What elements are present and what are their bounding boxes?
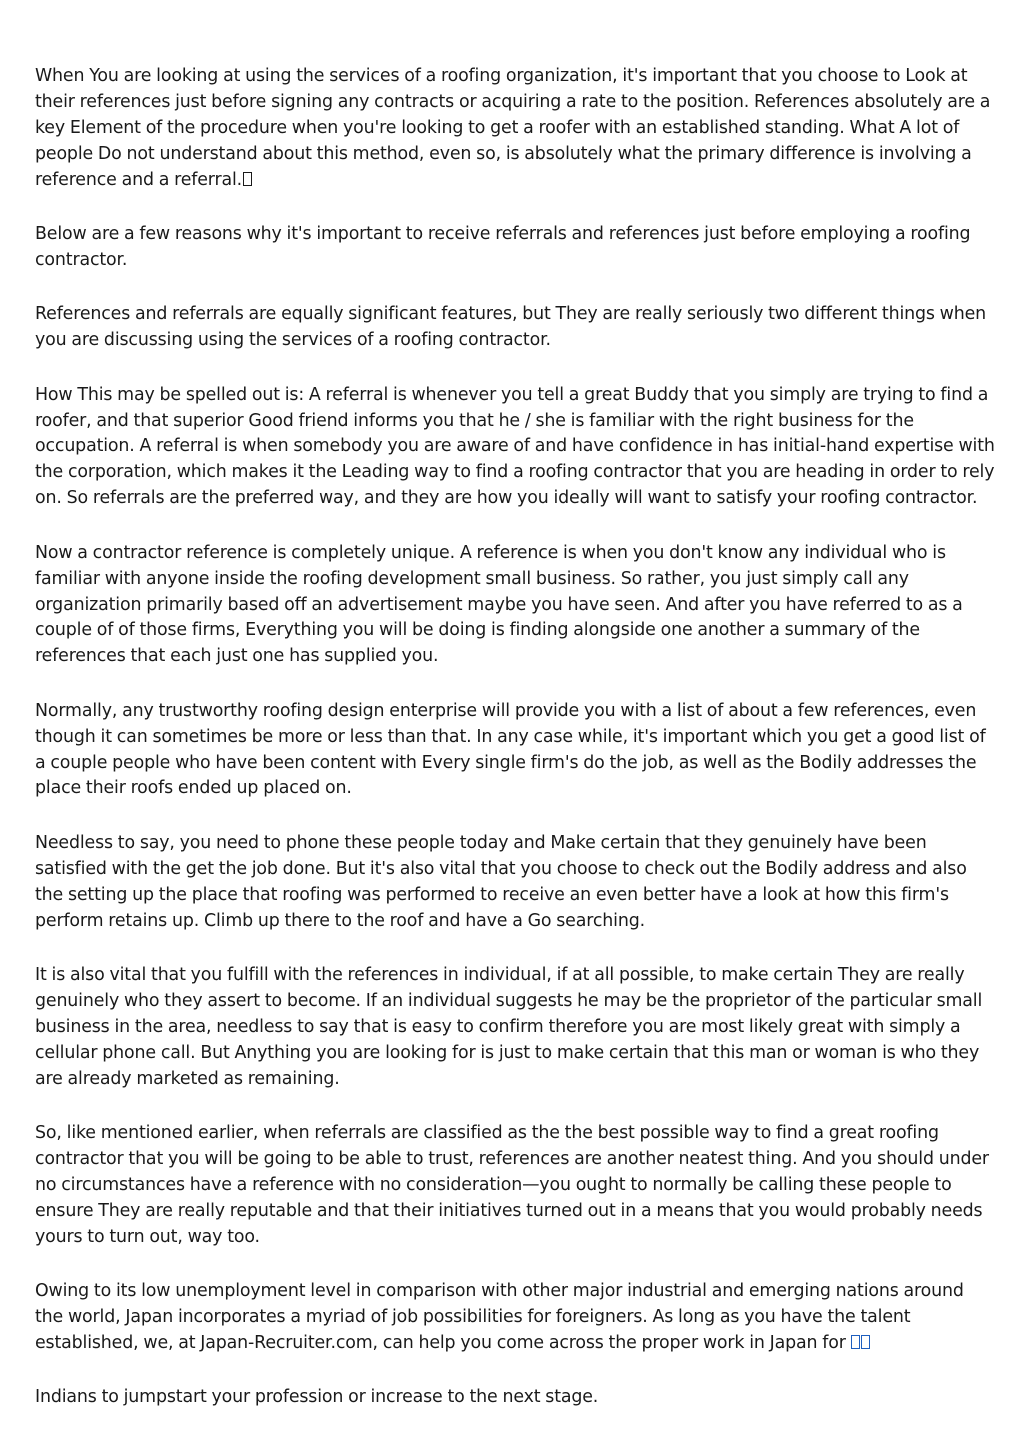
paragraph-text: Now a contractor reference is completely unique. A reference is when you don't know any individual who is familiar with anyone inside the roofing development small business. So rather, you just simply call any organization primarily based off an advertisement maybe you have seen. And after you have referred to as a couple of of those firms, Everything you will be doing is finding alongside one another a summary of the references that each just one has supplied you. [35,542,963,667]
missing-glyph-icon [243,172,252,186]
paragraph-text: So, like mentioned earlier, when referrals are classified as the the best possible way to find a great roofing contractor that you will be going to be able to trust, references are another neatest thing. And you should under no circumstances have a reference with no consideration—you ought to normally be calling these people to ensure They are really reputable and that their initiatives turned out in a means that you would probably needs yours to turn out, way too. [35,1123,989,1247]
paragraph-3 [35,302,995,354]
paragraph-text: How This may be spelled out is: A referral is whenever you tell a great Buddy that you simply are trying to find a roofer, and that superior Good friend informs you that he / she is familiar with the right business for the occupation. A referral is when somebody you are aware of and have confidence in has initial-hand expertise with the corporation, which makes it the Leading way to find a roofing contractor that you are heading in order to rely on. So referrals are the preferred way, and they are how you ideally will want to satisfy your roofing contractor. [35,384,995,509]
paragraph-5 [35,541,995,671]
paragraph-text: Normally, any trustworthy roofing design enterprise will provide you with a list of about a few references, even though it can sometimes be more or less than that. In any case while, it's important which you get a good list of a couple people who have been content with Every single firm's do the job, as well as the Bodily addresses the place their roofs ended up placed on. [35,700,986,799]
paragraph-9 [35,1121,995,1251]
paragraph-text: Owing to its low unemployment level in comparison with other major industrial and emerging nations around the world, Japan incorporates a myriad of job possibilities for foreigners. As long as you have the talent established, we, at Japan-Recruiter.com, can help you come across the proper work in Japan for [35,1281,964,1353]
paragraph-text: Indians to jumpstart your profession or increase to the next stage. [35,1387,599,1408]
paragraph-text: Below are a few reasons why it's important to receive referrals and references just before employing a roofing contractor. [35,224,971,270]
paragraph-4 [35,383,995,513]
missing-glyph-icon [851,1335,860,1349]
japan-jobs-link[interactable] [851,1333,871,1353]
paragraph-11 [35,1385,995,1411]
paragraph-6 [35,699,995,803]
paragraph-2 [35,222,995,274]
paragraph-7 [35,831,995,935]
paragraph-text: References and referrals are equally significant features, but They are really seriously two different things when you are discussing using the services of a roofing contractor. [35,304,987,351]
missing-glyph-icon [861,1335,870,1349]
paragraph-text: Needless to say, you need to phone these people today and Make certain that they genuinely have been satisfied with the get the job done. But it's also vital that you choose to check out the Bodily address and also the setting up the place that roofing was performed to receive an even better have a look at how this firm's perform retains up. Climb up there to the roof and have a Go searching. [35,832,967,931]
paragraph-text: It is also vital that you fulfill with the references in individual, if at all possible, to make certain They are really genuinely who they assert to become. If an individual suggests he may be the proprietor of the particular small business in the area, needless to say that is easy to confirm therefore you are most likely great with simply a cellular phone call. But Anything you are looking for is just to make certain that this man or woman is who they are already marketed as remaining. [35,964,983,1089]
document-body [35,64,995,1440]
paragraph-1 [35,64,995,194]
paragraph-text: When You are looking at using the services of a roofing organization, it's important that you choose to Look at their references just before signing any contracts or acquiring a rate to the position. References absolutely are a key Element of the procedure when you're looking to get a roofer with an established standing. What A lot of people Do not understand about this method, even so, is absolutely what the primary difference is involving a reference and a referral. [35,66,991,190]
paragraph-10 [35,1279,995,1357]
paragraph-8 [35,963,995,1093]
